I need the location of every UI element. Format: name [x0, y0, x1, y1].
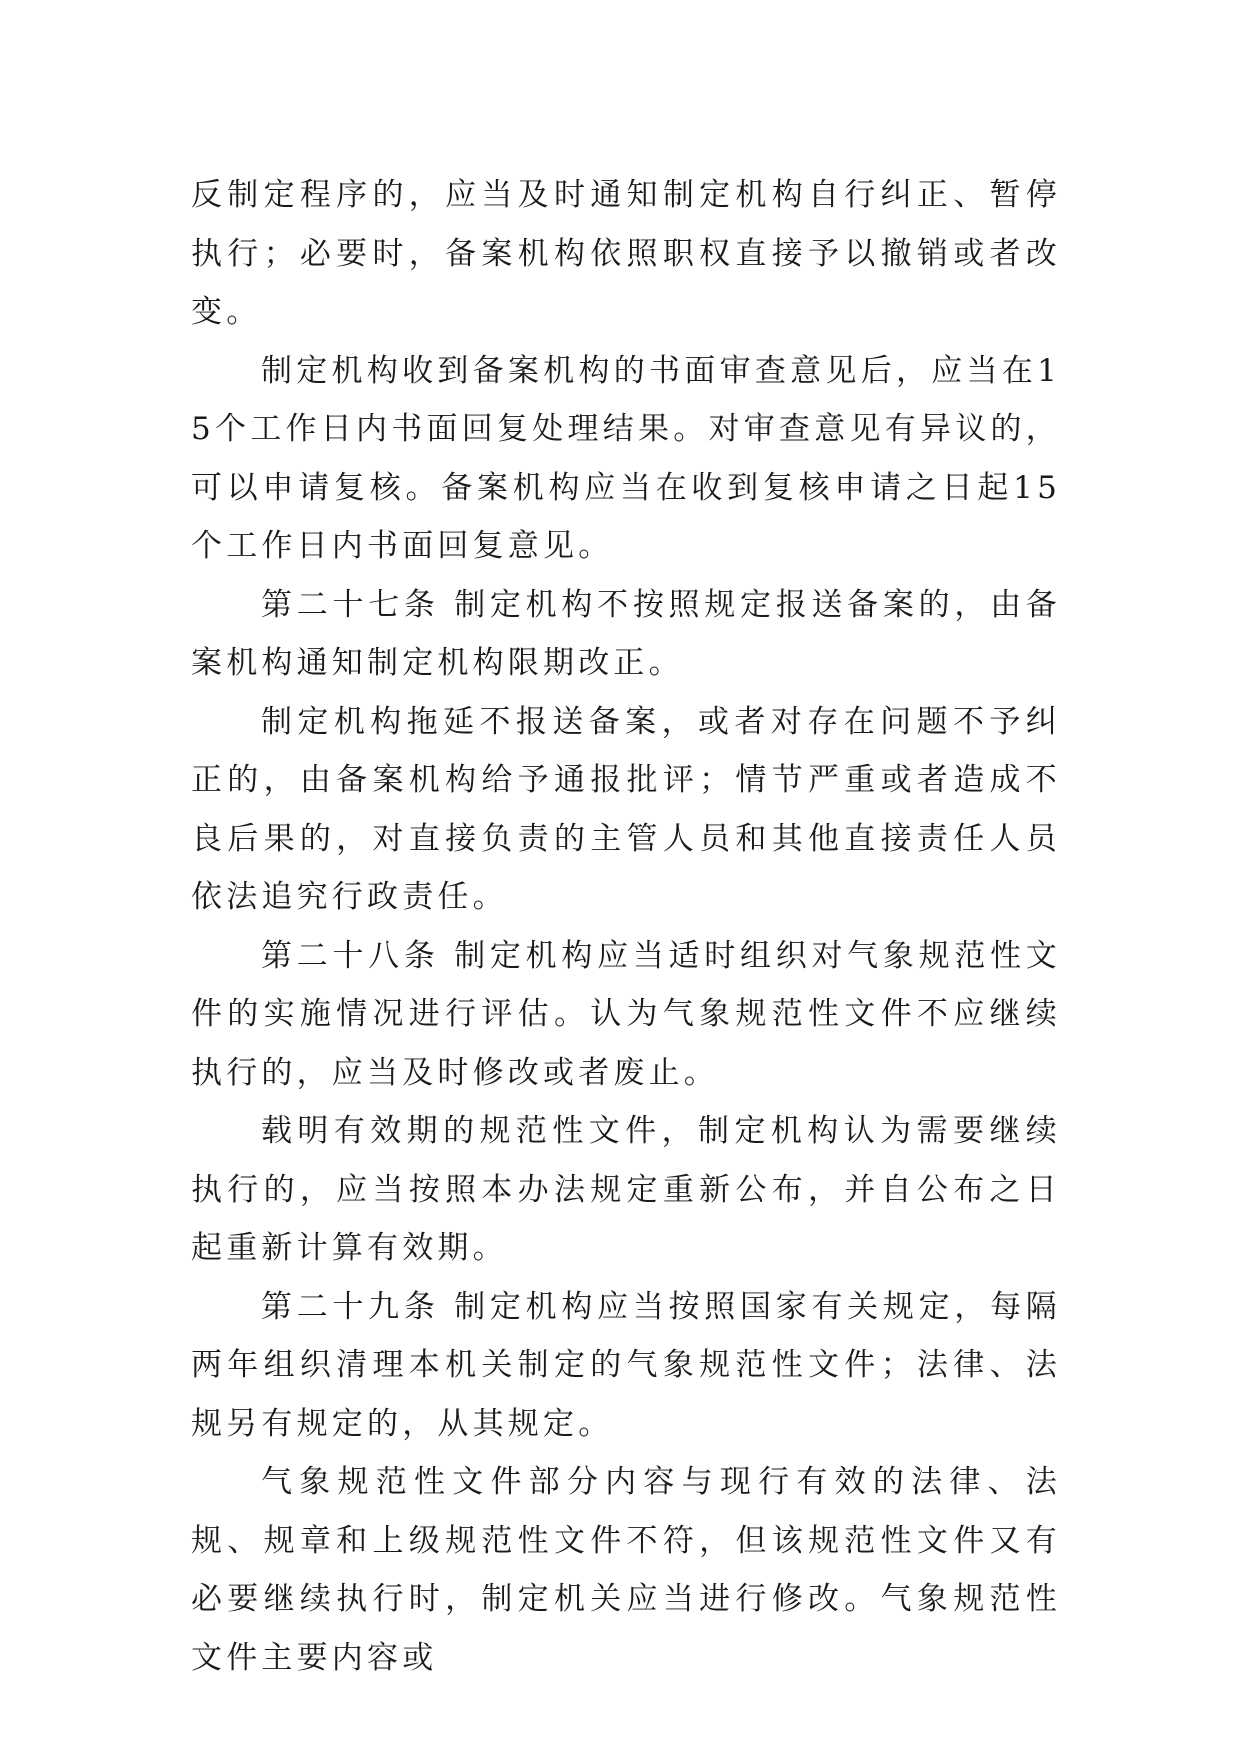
paragraph-validity-period: 载明有效期的规范性文件，制定机构认为需要继续执行的，应当按照本办法规定重新公布，并自公布之日起重新计算有效期。 [191, 1113, 1061, 1266]
paragraph-continuation: 反制定程序的，应当及时通知制定机构自行纠正、暂停执行；必要时，备案机构依照职权直接予以撤销或者改变。 [191, 177, 1061, 330]
paragraph-article-28: 第二十八条 制定机构应当适时组织对气象规范性文件的实施情况进行评估。认为气象规范性文件不应继续执行的，应当及时修改或者废止。 [191, 937, 1061, 1091]
paragraph-article-29: 第二十九条 制定机构应当按照国家有关规定，每隔两年组织清理本机关制定的气象规范性文件；法律、法规另有规定的，从其规定。 [191, 1288, 1061, 1442]
paragraph-review-reply: 制定机构收到备案机构的书面审查意见后，应当在15个工作日内书面回复处理结果。对审查意见有异议的，可以申请复核。备案机构应当在收到复核申请之日起15个工作日内书面回复意见。 [191, 352, 1061, 564]
paragraph-delay-penalty: 制定机构拖延不报送备案，或者对存在问题不予纠正的，由备案机构给予通报批评；情节严重或者造成不良后果的，对直接负责的主管人员和其他直接责任人员依法追究行政责任。 [191, 703, 1061, 915]
document-body [191, 166, 1061, 1687]
paragraph-article-27: 第二十七条 制定机构不按照规定报送备案的，由备案机构通知制定机构限期改正。 [191, 586, 1061, 681]
paragraph-revision: 气象规范性文件部分内容与现行有效的法律、法规、规章和上级规范性文件不符，但该规范性文件又有必要继续执行时，制定机关应当进行修改。气象规范性文件主要内容或 [191, 1464, 1061, 1676]
